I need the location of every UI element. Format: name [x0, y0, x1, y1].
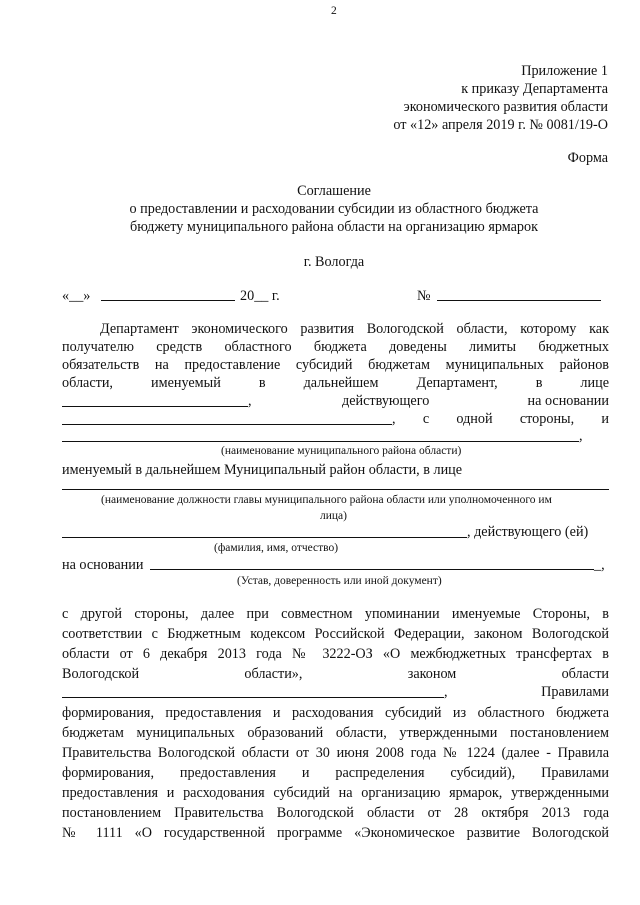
acting-ei: , действующего (ей) [467, 524, 589, 540]
document-comma: _, [594, 557, 605, 573]
district-comma: , [579, 428, 583, 444]
title-line-1: Соглашение [297, 183, 371, 199]
appendix-line-4: от «12» апреля 2019 г. № 0081/19-О [393, 117, 608, 133]
name-blank [62, 537, 467, 538]
position-blank [62, 489, 609, 490]
acting-label: действующего [342, 393, 430, 409]
number-blank [437, 300, 601, 301]
law-blank [62, 697, 444, 698]
body2-line-1: с другой стороны, далее при совместном упоминании именуемые Стороны, в [62, 606, 609, 622]
body2-line-3: области от 6 декабря 2013 года № 3222-ОЗ «О межбюджетных трансфертах в [62, 646, 609, 662]
number-sign: № [417, 288, 431, 304]
body2-line-4: Вологодской области», законом области [62, 666, 609, 682]
hint-position-2: лица) [320, 510, 347, 522]
date-day: «__» [62, 288, 91, 304]
title-line-3: бюджету муниципального района области на организацию ярмарок [130, 219, 538, 235]
on-basis-label: на основании [527, 393, 609, 409]
body2-line-9: формирования, предоставления и распределения субсидий), Правилами [62, 765, 609, 781]
named-line: именуемый в дальнейшем Муниципальный район области, в лице [62, 462, 463, 478]
body1-line-3: обязательств на предоставление субсидий бюджетам муниципальных районов [62, 357, 609, 373]
body2-line-5: , Правилами [444, 684, 609, 700]
document-blank [150, 569, 594, 570]
basis-blank [62, 424, 392, 425]
appendix-line-3: экономического развития области [403, 99, 608, 115]
appendix-line-2: к приказу Департамента [461, 81, 608, 97]
body1-line-1: Департамент экономического развития Вологодской области, которому как [100, 321, 609, 337]
comma: , [248, 393, 252, 409]
city: г. Вологда [303, 254, 365, 270]
body1-line-2: получателю средств областного бюджета доведены лимиты бюджетных [62, 339, 609, 355]
hint-document: (Устав, доверенность или иной документ) [237, 575, 442, 587]
body2-line-8: Правительства Вологодской области от 30 июня 2008 года № 1224 (далее - Правила [62, 745, 609, 761]
body2-line-11: постановлением Правительства Вологодской области от 28 октября 2013 года [62, 805, 609, 821]
district-blank [62, 441, 579, 442]
hint-district: (наименование муниципального района области) [221, 445, 462, 457]
page-number: 2 [331, 5, 337, 17]
hint-fio: (фамилия, имя, отчество) [214, 542, 339, 554]
body2-line-7: бюджетам муниципальных образований области, утвержденными постановлением [62, 725, 609, 741]
one-side-text: , с одной стороны, и [392, 411, 609, 427]
form-label: Форма [567, 150, 608, 166]
body2-line-6: формирования, предоставления и расходования субсидий из областного бюджета [62, 705, 609, 721]
appendix-line-1: Приложение 1 [521, 63, 608, 79]
body2-line-2: соответствии с Бюджетным кодексом Российской Федерации, законом Вологодской [62, 626, 609, 642]
title-line-2: о предоставлении и расходовании субсидии из областного бюджета [129, 201, 539, 217]
date-year: 20__ г. [240, 288, 280, 304]
on-basis-2: на основании [62, 557, 144, 573]
hint-position-1: (наименование должности главы муниципального района области или уполномоченного им [101, 494, 552, 506]
body2-line-12: № 1111 «О государственной программе «Экономическое развитие Вологодской [62, 825, 609, 841]
body2-line-10: предоставления и расходования субсидий на организацию ярмарок, утвержденными [62, 785, 609, 801]
date-month-blank [101, 300, 235, 301]
body1-line-4: области, именуемый в дальнейшем Департамент, в лице [62, 375, 609, 391]
representative-blank [62, 406, 248, 407]
